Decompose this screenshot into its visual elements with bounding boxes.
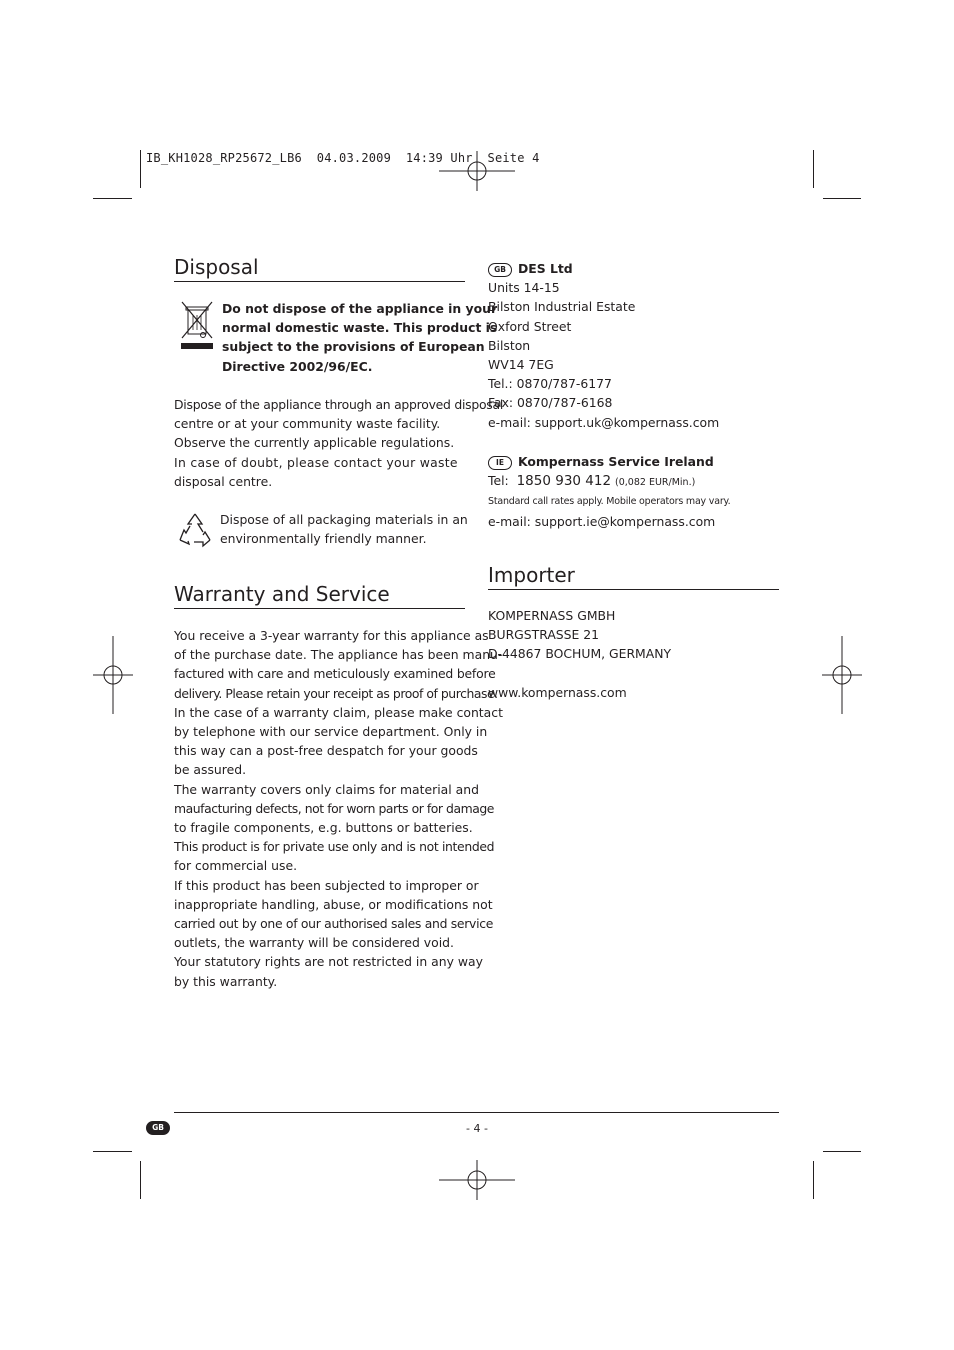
warranty-body-line: delivery. Please retain your receipt as proof of purchase. bbox=[174, 685, 498, 701]
footer-country-badge: GB bbox=[146, 1121, 170, 1135]
warranty-heading-rule bbox=[174, 608, 465, 609]
service-gb-line: WV14 7EG bbox=[488, 357, 554, 373]
warranty-body-line: The warranty covers only claims for material and bbox=[174, 781, 479, 797]
disposal-heading-rule bbox=[174, 281, 465, 282]
registration-mark-left bbox=[93, 636, 133, 714]
importer-address-line: KOMPERNASS GMBH bbox=[488, 608, 616, 623]
page-number: - 4 - bbox=[466, 1122, 488, 1135]
warranty-body-line: by this warranty. bbox=[174, 973, 278, 989]
disposal-body-line: centre or at your community waste facility. bbox=[174, 416, 441, 432]
service-gb-title bbox=[488, 259, 719, 278]
importer-address-line: BURGSTRASSE 21 bbox=[488, 627, 600, 643]
service-gb-line: Units 14-15 bbox=[488, 280, 560, 296]
service-ie-email: e-mail: support.ie@kompernass.com bbox=[488, 513, 716, 529]
disposal-warning-line: subject to the provisions of European bbox=[222, 339, 485, 355]
warranty-body-line: factured with care and meticulously examined before bbox=[174, 666, 496, 682]
importer-address bbox=[488, 606, 671, 702]
warranty-body-line: Your statutory rights are not restricted in any way bbox=[174, 954, 483, 970]
packaging-note-line: environmentally friendly manner. bbox=[220, 531, 427, 547]
service-ie-title bbox=[488, 452, 730, 471]
disposal-body-line: disposal centre. bbox=[174, 473, 273, 489]
service-ie-tel bbox=[488, 471, 730, 492]
warranty-body-line: this way can a post-free despatch for your goods bbox=[174, 743, 478, 759]
print-slug: IB_KH1028_RP25672_LB6 04.03.2009 14:39 Uhr Seite 4 bbox=[146, 151, 540, 165]
registration-mark-bottom bbox=[437, 1160, 517, 1200]
disposal-body-line: Dispose of the appliance through an approved disposal bbox=[174, 397, 504, 412]
warranty-body-line: of the purchase date. The appliance has been manu- bbox=[174, 647, 503, 663]
warranty-body-line: You receive a 3-year warranty for this appliance as bbox=[174, 628, 489, 643]
importer-spacer bbox=[488, 664, 671, 683]
packaging-note-line: Dispose of all packaging materials in an bbox=[220, 512, 468, 527]
disposal-warning bbox=[222, 299, 497, 376]
disposal-warning-line: Do not dispose of the appliance in your bbox=[222, 301, 498, 316]
registration-mark-top bbox=[437, 151, 517, 191]
footer-rule bbox=[174, 1112, 779, 1113]
disposal-body bbox=[174, 395, 503, 491]
recycling-icon bbox=[175, 510, 215, 550]
service-ie-tel-label: Tel: bbox=[488, 473, 509, 489]
service-gb-name: DES Ltd bbox=[518, 261, 573, 276]
warranty-body-line: be assured. bbox=[174, 762, 247, 778]
warranty-body-line: to fragile components, e.g. buttons or batteries. bbox=[174, 820, 473, 836]
service-gb-block bbox=[488, 259, 719, 432]
disposal-warning-line: Directive 2002/96/EC. bbox=[222, 358, 373, 374]
country-badge-ie: IE bbox=[488, 456, 512, 470]
registration-mark-right bbox=[822, 636, 862, 714]
service-ie-note: Standard call rates apply. Mobile operators may vary. bbox=[488, 496, 731, 508]
disposal-warning-line: normal domestic waste. This product is bbox=[222, 320, 498, 336]
packaging-note bbox=[220, 510, 468, 548]
disposal-body-line: Observe the currently applicable regulations. bbox=[174, 435, 455, 451]
disposal-heading: Disposal bbox=[174, 255, 259, 279]
warranty-body-line: maufacturing defects, not for worn parts or for damage bbox=[174, 800, 494, 816]
service-ie-tel-rate: (0,082 EUR/Min.) bbox=[615, 477, 696, 489]
warranty-body bbox=[174, 626, 503, 991]
importer-website: www.kompernass.com bbox=[488, 684, 627, 700]
service-ie-tel-number: 1850 930 412 bbox=[516, 473, 612, 490]
service-ie-name: Kompernass Service Ireland bbox=[518, 454, 714, 469]
warranty-body-line: In the case of a warranty claim, please make contact bbox=[174, 704, 503, 720]
service-gb-line: Oxford Street bbox=[488, 318, 572, 334]
importer-address-line: D-44867 BOCHUM, GERMANY bbox=[488, 646, 672, 662]
warranty-heading: Warranty and Service bbox=[174, 582, 390, 606]
warranty-body-line: carried out by one of our authorised sales and service bbox=[174, 916, 494, 932]
disposal-body-line: In case of doubt, please contact your waste bbox=[174, 454, 458, 470]
service-gb-line: Bilston Industrial Estate bbox=[488, 299, 636, 315]
service-gb-line: e-mail: support.uk@kompernass.com bbox=[488, 414, 720, 430]
warranty-body-line: If this product has been subjected to improper or bbox=[174, 877, 479, 893]
country-badge-gb: GB bbox=[488, 263, 512, 277]
warranty-body-line: by telephone with our service department. Only in bbox=[174, 724, 488, 740]
crossed-out-wheelie-bin-icon bbox=[178, 300, 216, 352]
importer-heading-rule bbox=[488, 589, 779, 590]
warranty-body-line: This product is for private use only and is not intended bbox=[174, 839, 495, 855]
service-gb-line: Bilston bbox=[488, 337, 531, 353]
warranty-body-line: outlets, the warranty will be considered void. bbox=[174, 935, 454, 951]
warranty-body-line: for commercial use. bbox=[174, 858, 298, 874]
service-ie-block bbox=[488, 452, 730, 531]
service-gb-line: Tel.: 0870/787-6177 bbox=[488, 376, 612, 392]
service-gb-line: Fax: 0870/787-6168 bbox=[488, 395, 613, 411]
importer-heading: Importer bbox=[488, 563, 575, 587]
warranty-body-line: inappropriate handling, abuse, or modifications not bbox=[174, 896, 493, 912]
